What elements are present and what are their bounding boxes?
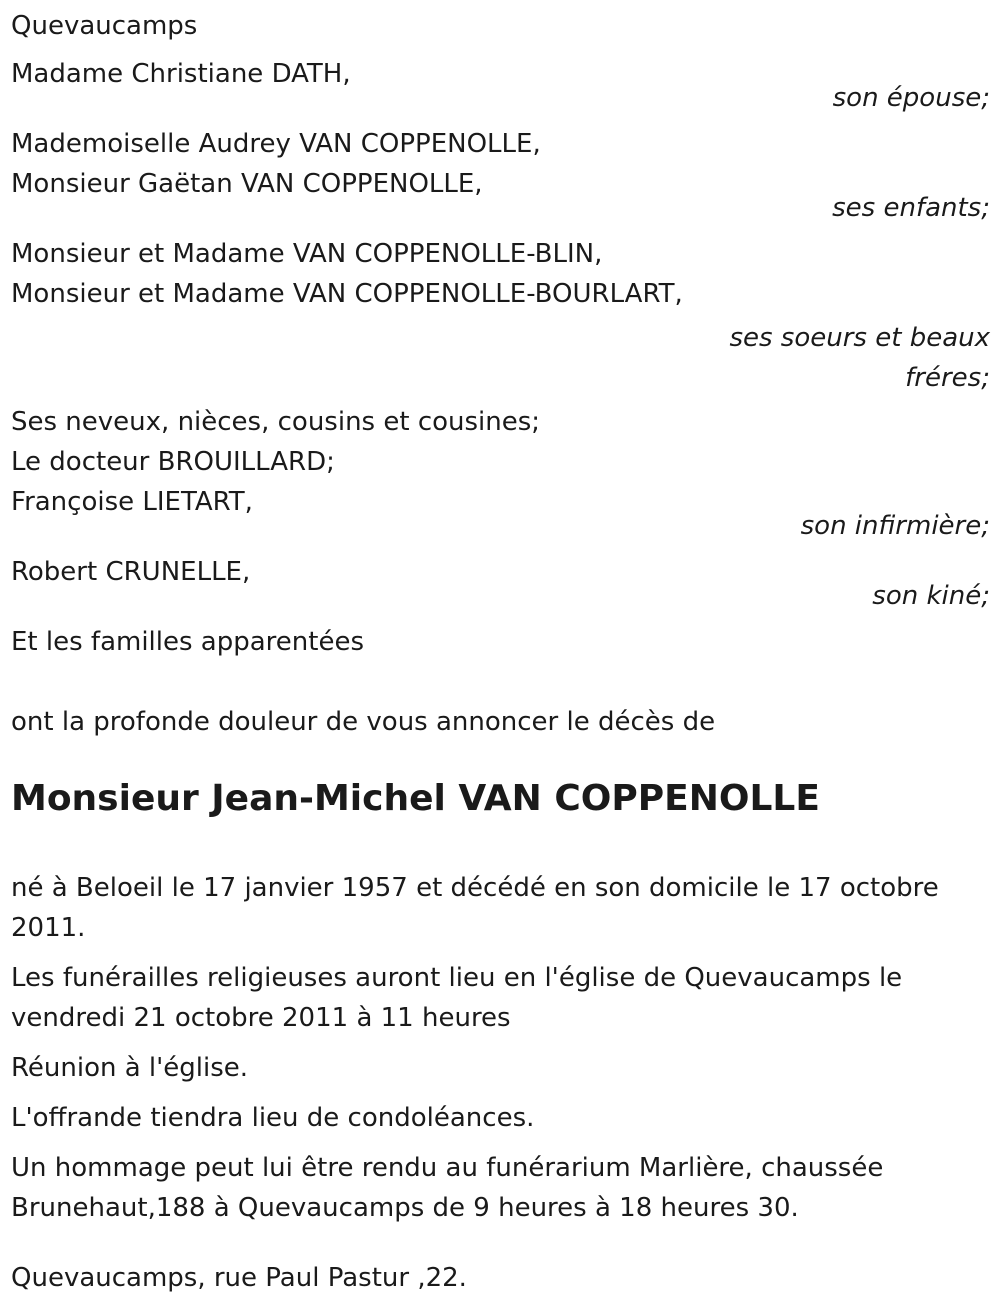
nurse-role: son infirmière; — [800, 511, 990, 541]
physio-role: son kiné; — [872, 581, 990, 611]
spouse-role: son épouse; — [832, 83, 990, 113]
spouse-name: Madame Christiane DATH, — [11, 59, 351, 89]
deceased-name: Monsieur Jean-Michel VAN COPPENOLLE — [11, 778, 820, 819]
child-name: Mademoiselle Audrey VAN COPPENOLLE, — [11, 129, 541, 159]
offering-paragraph: L'offrande tiendra lieu de condoléances. — [11, 1103, 535, 1133]
funeral-paragraph: Les funérailles religieuses auront lieu en l'église de Quevaucamps le vendredi 21 octobre 2011 à 11 heures — [11, 963, 903, 1033]
sibling-name: Monsieur et Madame VAN COPPENOLLE-BLIN, — [11, 239, 603, 269]
spacer — [11, 824, 990, 868]
meeting-paragraph: Réunion à l'église. — [11, 1053, 249, 1083]
nurse-name: Françoise LIETART, — [11, 487, 253, 517]
tribute-paragraph: Un hommage peut lui être rendu au funérarium Marlière, chaussée Brunehaut,188 à Quevaucamps de 9 heures à 18 heures 30. — [11, 1153, 884, 1223]
sibling-name: Monsieur et Madame VAN COPPENOLLE-BOURLART, — [11, 279, 683, 309]
related-families: Et les familles apparentées — [11, 627, 365, 657]
physio-name: Robert CRUNELLE, — [11, 557, 251, 587]
siblings-role-line1: ses soeurs et beaux — [729, 323, 990, 353]
birth-death-paragraph: né à Beloeil le 17 janvier 1957 et décédé en son domicile le 17 octobre 2011. — [11, 873, 939, 943]
spouse-block — [11, 54, 990, 118]
children-block — [11, 124, 990, 228]
doctor-line: Le docteur BROUILLARD; — [11, 447, 335, 477]
child-name: Monsieur Gaëtan VAN COPPENOLLE, — [11, 169, 483, 199]
location-header: Quevaucamps — [11, 11, 198, 41]
children-role: ses enfants; — [832, 193, 990, 223]
siblings-role-line2: fréres; — [905, 363, 990, 393]
address-line: Quevaucamps, rue Paul Pastur ,22. — [11, 1263, 467, 1293]
others-block — [11, 402, 990, 546]
physio-block — [11, 552, 990, 616]
announcement-intro: ont la profonde douleur de vous annoncer le décès de — [11, 707, 716, 737]
siblings-block — [11, 234, 990, 398]
relatives-line: Ses neveux, nièces, cousins et cousines; — [11, 407, 541, 437]
